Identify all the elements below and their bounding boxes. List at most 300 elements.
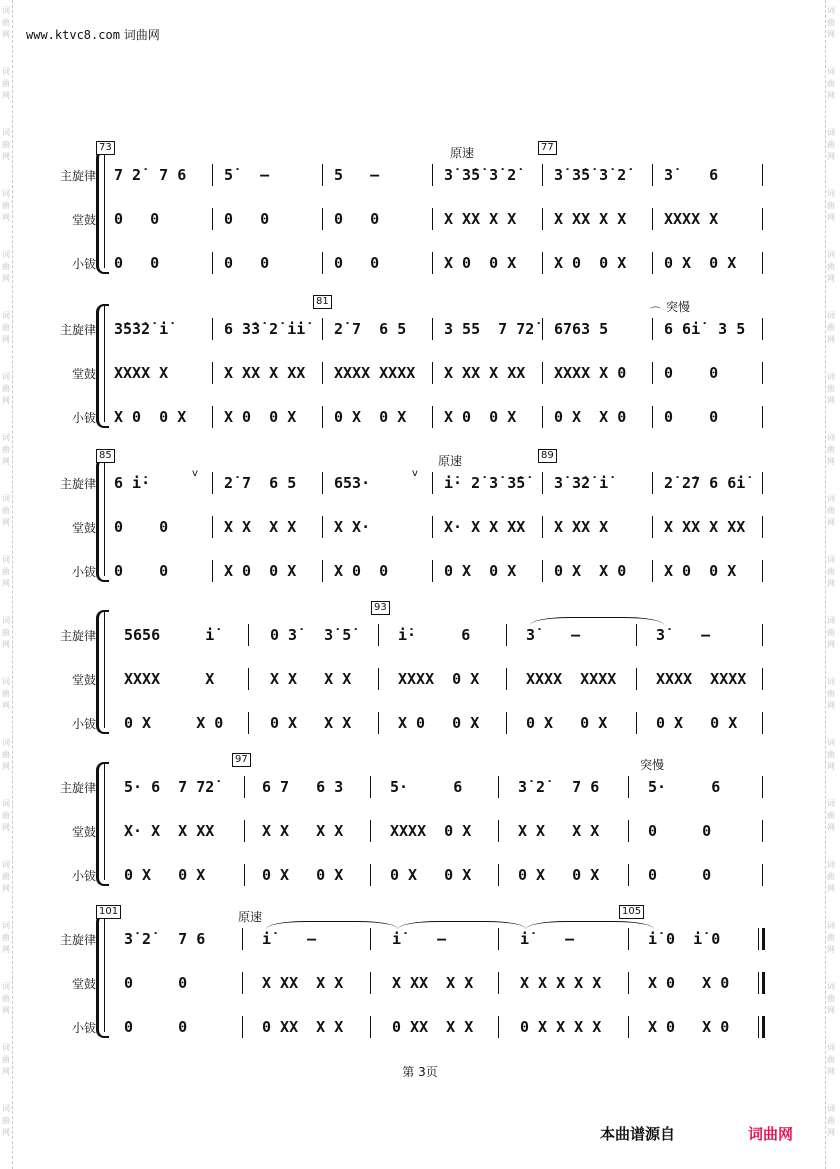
barline xyxy=(542,252,543,274)
part-label-melody: 主旋律 xyxy=(59,477,96,491)
staff-brace-line xyxy=(104,764,105,880)
barline xyxy=(432,516,433,538)
cymbal-measure: X 0 0 X xyxy=(224,562,297,580)
barline xyxy=(652,516,653,538)
barline xyxy=(370,972,371,994)
part-label-cymbal: 小钹 xyxy=(71,717,96,731)
part-label-cymbal: 小钹 xyxy=(71,411,96,425)
watermark-char: 曲 xyxy=(827,506,835,515)
final-barline-thick xyxy=(762,1016,765,1038)
watermark-char: 词 xyxy=(827,982,835,991)
watermark-char: 词 xyxy=(2,799,10,808)
barline xyxy=(378,712,379,734)
watermark-char: 曲 xyxy=(827,445,835,454)
watermark-char: 曲 xyxy=(827,384,835,393)
measure-number: 93 xyxy=(371,601,390,615)
drum-measure: 0 0 xyxy=(334,210,380,228)
cymbal-measure: 0 0 xyxy=(648,866,712,884)
watermark-char: 词 xyxy=(2,67,10,76)
barline xyxy=(322,516,323,538)
melody-measure: 3̇ 3̇5̇ 3̇ 2̇ xyxy=(554,166,627,184)
watermark-char: 词 xyxy=(827,860,835,869)
barline xyxy=(542,208,543,230)
watermark-char: 曲 xyxy=(2,933,10,942)
watermark-char: 网 xyxy=(827,396,835,405)
site-url: www.ktvc8.com xyxy=(26,28,120,42)
watermark-char: 网 xyxy=(2,91,10,100)
barline xyxy=(432,560,433,582)
barline xyxy=(248,668,249,690)
barline xyxy=(322,252,323,274)
staff-brace-line xyxy=(104,916,105,1032)
barline xyxy=(762,560,763,582)
drum-measure: XXXX XXXX xyxy=(526,670,617,688)
melody-measure: 0 3̇ 3̇ 5̇ xyxy=(270,626,352,644)
barline xyxy=(652,362,653,384)
barline xyxy=(762,624,763,646)
drum-measure: X X X X xyxy=(518,822,600,840)
barline xyxy=(432,208,433,230)
cymbal-measure: X 0 0 X xyxy=(224,408,297,426)
watermark-char: 网 xyxy=(827,579,835,588)
barline xyxy=(322,318,323,340)
watermark-char: 词 xyxy=(827,1104,835,1113)
watermark-char: 网 xyxy=(827,518,835,527)
drum-measure: X· X X XX xyxy=(444,518,526,536)
watermark-char: 曲 xyxy=(827,18,835,27)
watermark-char: 曲 xyxy=(827,1116,835,1125)
barline xyxy=(762,776,763,798)
barline xyxy=(498,972,499,994)
cymbal-measure: 0 0 xyxy=(114,562,169,580)
melody-measure: 3̇ 2̇ 7 6 xyxy=(518,778,600,796)
watermark-char: 词 xyxy=(827,1043,835,1052)
barline xyxy=(432,362,433,384)
measure-number: 85 xyxy=(96,449,115,463)
watermark-char: 网 xyxy=(2,518,10,527)
site-name: 词曲网 xyxy=(123,28,160,42)
watermark-char: 网 xyxy=(827,762,835,771)
measure-number: 81 xyxy=(313,295,332,309)
drum-measure: 0 0 xyxy=(664,364,719,382)
watermark-char: 词 xyxy=(2,738,10,747)
barline xyxy=(370,864,371,886)
melody-measure: 7 2̇ 7 6 xyxy=(114,166,187,184)
tempo-marking: 原速 xyxy=(238,910,263,924)
melody-measure: 3̇ – xyxy=(656,626,711,644)
cymbal-measure: 0 X 0 X xyxy=(444,562,517,580)
watermark-char: 词 xyxy=(827,616,835,625)
barline xyxy=(322,560,323,582)
melody-measure: i̇ 0 i̇ 0 xyxy=(648,930,721,948)
watermark-char: 网 xyxy=(2,579,10,588)
watermark-char: 词 xyxy=(827,555,835,564)
watermark-char: 词 xyxy=(2,860,10,869)
watermark-char: 网 xyxy=(827,30,835,39)
melody-measure: 3̇ 6 xyxy=(664,166,719,184)
cymbal-measure: 0 X 0 X xyxy=(518,866,600,884)
watermark-char: 词 xyxy=(827,372,835,381)
tie-slur xyxy=(526,921,654,930)
barline xyxy=(212,208,213,230)
barline xyxy=(498,1016,499,1038)
barline xyxy=(432,164,433,186)
barline xyxy=(542,560,543,582)
barline xyxy=(762,820,763,842)
barline xyxy=(248,712,249,734)
barline xyxy=(322,208,323,230)
drum-measure: X X X X xyxy=(224,518,297,536)
melody-measure: 5· 6 xyxy=(390,778,463,796)
melody-measure: 2̇ 7 6 5 xyxy=(224,474,297,492)
barline xyxy=(542,406,543,428)
page-number: 第 3页 xyxy=(402,1065,438,1079)
barline xyxy=(762,516,763,538)
melody-measure: 3̇ 3̇2̇ i̇ xyxy=(554,474,609,492)
barline xyxy=(652,164,653,186)
drum-measure: X X· xyxy=(334,518,371,536)
watermark-char: 曲 xyxy=(827,811,835,820)
cymbal-measure: 0 X 0 X xyxy=(390,866,472,884)
melody-measure: 2̇ 2̇7 6 6i̇ xyxy=(664,474,746,492)
barline xyxy=(242,928,243,950)
melody-measure: 5656 i̇ xyxy=(124,626,215,644)
watermark-char: 网 xyxy=(827,1006,835,1015)
barline xyxy=(322,362,323,384)
drum-measure: X XX X XX xyxy=(224,364,306,382)
drum-measure: X 0 X 0 xyxy=(648,974,730,992)
tie-slur xyxy=(266,921,398,930)
barline xyxy=(636,624,637,646)
melody-measure: 3̇5̇3̇2̇ i̇ xyxy=(114,320,169,338)
watermark-char: 曲 xyxy=(2,811,10,820)
cymbal-measure: 0 X 0 X xyxy=(262,866,344,884)
staff-brace xyxy=(96,762,109,886)
drum-measure: 0 0 xyxy=(648,822,712,840)
breath-mark: v xyxy=(412,468,418,479)
watermark-char: 词 xyxy=(2,433,10,442)
watermark-char: 曲 xyxy=(827,140,835,149)
watermark-char: 网 xyxy=(2,701,10,710)
cymbal-measure: X 0 0 X xyxy=(398,714,480,732)
watermark-char: 网 xyxy=(2,762,10,771)
watermark-char: 网 xyxy=(827,335,835,344)
final-barline-thin xyxy=(758,972,759,994)
final-barline-thin xyxy=(758,1016,759,1038)
part-label-drum: 堂鼓 xyxy=(71,977,96,991)
drum-measure: XXXX XXXX xyxy=(656,670,747,688)
melody-measure: 6 i̇· xyxy=(114,474,151,492)
part-label-drum: 堂鼓 xyxy=(71,825,96,839)
barline xyxy=(378,624,379,646)
barline xyxy=(244,864,245,886)
barline xyxy=(628,972,629,994)
part-label-drum: 堂鼓 xyxy=(71,213,96,227)
drum-measure: X XX X XX xyxy=(664,518,746,536)
part-label-cymbal: 小钹 xyxy=(71,1021,96,1035)
watermark-char: 曲 xyxy=(2,506,10,515)
watermark-char: 曲 xyxy=(827,689,835,698)
barline xyxy=(628,820,629,842)
watermark-char: 网 xyxy=(2,640,10,649)
watermark-char: 词 xyxy=(827,6,835,15)
watermark-char: 曲 xyxy=(2,689,10,698)
drum-measure: X XX X xyxy=(554,518,609,536)
melody-measure: 5 – xyxy=(334,166,380,184)
barline xyxy=(652,560,653,582)
watermark-char: 词 xyxy=(827,677,835,686)
melody-measure: 6 3̇3̇ 2̇ i̇i̇ xyxy=(224,320,306,338)
barline xyxy=(542,516,543,538)
watermark-char: 词 xyxy=(2,311,10,320)
barline xyxy=(244,776,245,798)
cymbal-measure: 0 XX X X xyxy=(262,1018,344,1036)
watermark-char: 曲 xyxy=(2,872,10,881)
part-label-melody: 主旋律 xyxy=(59,781,96,795)
barline xyxy=(378,668,379,690)
melody-measure: i̇· 6 xyxy=(398,626,471,644)
part-label-cymbal: 小钹 xyxy=(71,869,96,883)
part-label-drum: 堂鼓 xyxy=(71,673,96,687)
drum-measure: X XX X XX xyxy=(444,364,526,382)
staff-brace xyxy=(96,304,109,428)
drum-measure: 0 0 xyxy=(114,210,160,228)
measure-number: 89 xyxy=(538,449,557,463)
barline xyxy=(542,472,543,494)
measure-number: 97 xyxy=(232,753,251,767)
barline xyxy=(506,712,507,734)
cymbal-measure: 0 0 xyxy=(124,1018,188,1036)
drum-measure: 0 0 xyxy=(224,210,270,228)
melody-measure: i̇ – xyxy=(392,930,447,948)
watermark-char: 曲 xyxy=(827,750,835,759)
barline xyxy=(432,472,433,494)
watermark-char: 曲 xyxy=(827,933,835,942)
cymbal-measure: 0 X 0 X xyxy=(526,714,608,732)
barline xyxy=(370,928,371,950)
staff-brace xyxy=(96,150,109,274)
melody-measure: i̇ – xyxy=(262,930,317,948)
barline xyxy=(498,820,499,842)
melody-measure: 6 6i̇ 3 5 xyxy=(664,320,746,338)
tempo-marking: 突慢 xyxy=(666,300,691,314)
watermark-char: 词 xyxy=(827,799,835,808)
barline xyxy=(762,164,763,186)
staff-brace-line xyxy=(104,152,105,268)
measure-number: 77 xyxy=(538,141,557,155)
watermark-char: 网 xyxy=(2,1067,10,1076)
barline xyxy=(498,928,499,950)
barline xyxy=(628,928,629,950)
barline xyxy=(498,776,499,798)
fermata-icon: ⌒ xyxy=(650,306,661,319)
barline xyxy=(432,406,433,428)
watermark-char: 曲 xyxy=(827,262,835,271)
watermark-char: 词 xyxy=(2,616,10,625)
barline xyxy=(370,1016,371,1038)
cymbal-measure: 0 0 xyxy=(664,408,719,426)
watermark-char: 词 xyxy=(827,128,835,137)
barline xyxy=(248,624,249,646)
watermark-char: 词 xyxy=(2,128,10,137)
tie-slur xyxy=(398,921,526,930)
barline xyxy=(636,668,637,690)
barline xyxy=(244,820,245,842)
part-label-melody: 主旋律 xyxy=(59,169,96,183)
barline xyxy=(212,560,213,582)
barline xyxy=(432,252,433,274)
melody-measure: 5· 6 7 72̇ xyxy=(124,778,215,796)
watermark-char: 词 xyxy=(2,982,10,991)
tempo-marking: 原速 xyxy=(450,146,475,160)
watermark-char: 词 xyxy=(2,494,10,503)
watermark-char: 词 xyxy=(2,555,10,564)
part-label-melody: 主旋律 xyxy=(59,323,96,337)
melody-measure: i̇· 2̇ 3̇ 3̇5̇ xyxy=(444,474,526,492)
watermark-char: 网 xyxy=(827,823,835,832)
cymbal-measure: 0 XX X X xyxy=(392,1018,474,1036)
barline xyxy=(762,712,763,734)
drum-measure: XXXX X xyxy=(114,364,169,382)
cymbal-measure: 0 X X X X xyxy=(520,1018,602,1036)
drum-measure: XXXX X xyxy=(124,670,215,688)
watermark-char: 曲 xyxy=(827,1055,835,1064)
cymbal-measure: 0 X 0 X xyxy=(664,254,737,272)
drum-measure: XXXX 0 X xyxy=(398,670,480,688)
barline xyxy=(652,318,653,340)
watermark-char: 曲 xyxy=(827,872,835,881)
drum-measure: XXXX XXXX xyxy=(334,364,416,382)
watermark-char: 网 xyxy=(827,274,835,283)
watermark-char: 曲 xyxy=(2,201,10,210)
measure-number: 101 xyxy=(96,905,121,919)
barline xyxy=(506,668,507,690)
cymbal-measure: 0 X X X xyxy=(270,714,352,732)
watermark-char: 网 xyxy=(2,823,10,832)
watermark-char: 词 xyxy=(827,494,835,503)
watermark-char: 词 xyxy=(2,372,10,381)
final-barline-thick xyxy=(762,972,765,994)
staff-brace xyxy=(96,914,109,1038)
barline xyxy=(322,472,323,494)
watermark-char: 网 xyxy=(2,30,10,39)
tie-slur xyxy=(530,617,664,626)
cymbal-measure: 0 0 xyxy=(334,254,380,272)
watermark-char: 词 xyxy=(827,311,835,320)
watermark-char: 曲 xyxy=(2,567,10,576)
source-text: 本曲谱源自 xyxy=(600,1125,676,1143)
staff-brace-line xyxy=(104,460,105,576)
watermark-char: 曲 xyxy=(2,140,10,149)
drum-measure: X XX X X xyxy=(554,210,627,228)
watermark-char: 词 xyxy=(2,677,10,686)
part-label-melody: 主旋律 xyxy=(59,629,96,643)
barline xyxy=(762,864,763,886)
watermark-char: 词 xyxy=(2,6,10,15)
barline xyxy=(242,1016,243,1038)
barline xyxy=(628,1016,629,1038)
page-header xyxy=(26,26,160,43)
drum-measure: X XX X X xyxy=(444,210,517,228)
watermark-char: 曲 xyxy=(827,628,835,637)
melody-measure: 5̇ – xyxy=(224,166,270,184)
barline xyxy=(762,406,763,428)
barline xyxy=(242,972,243,994)
part-label-melody: 主旋律 xyxy=(59,933,96,947)
melody-measure: 6763 5 xyxy=(554,320,609,338)
watermark-char: 曲 xyxy=(827,323,835,332)
watermark-char: 网 xyxy=(827,213,835,222)
brand-logo-text: 词曲网 xyxy=(748,1125,794,1143)
watermark-char: 曲 xyxy=(2,994,10,1003)
barline xyxy=(636,712,637,734)
barline xyxy=(212,318,213,340)
cymbal-measure: 0 X 0 X xyxy=(124,866,206,884)
melody-measure: 3 55 7 72̇ xyxy=(444,320,535,338)
watermark-char: 网 xyxy=(827,91,835,100)
watermark-char: 曲 xyxy=(827,994,835,1003)
watermark-char: 网 xyxy=(2,396,10,405)
watermark-char: 曲 xyxy=(827,567,835,576)
watermark-char: 网 xyxy=(2,213,10,222)
watermark-char: 网 xyxy=(2,274,10,283)
watermark-char: 网 xyxy=(827,640,835,649)
staff-brace-line xyxy=(104,306,105,422)
watermark-char: 曲 xyxy=(827,201,835,210)
cymbal-measure: 0 0 xyxy=(224,254,270,272)
watermark-char: 网 xyxy=(2,1006,10,1015)
barline xyxy=(762,318,763,340)
barline xyxy=(212,472,213,494)
drum-measure: X· X X XX xyxy=(124,822,215,840)
barline xyxy=(652,252,653,274)
tempo-marking: 突慢 xyxy=(640,758,665,772)
cymbal-measure: X 0 0 X xyxy=(444,254,517,272)
watermark-char: 曲 xyxy=(2,445,10,454)
watermark-char: 词 xyxy=(2,1043,10,1052)
melody-measure: i̇ – xyxy=(520,930,575,948)
measure-number: 105 xyxy=(619,905,644,919)
watermark-char: 词 xyxy=(827,189,835,198)
watermark-char: 曲 xyxy=(2,1055,10,1064)
cymbal-measure: 0 X 0 X xyxy=(334,408,407,426)
part-label-drum: 堂鼓 xyxy=(71,521,96,535)
barline xyxy=(542,362,543,384)
watermark-char: 词 xyxy=(2,250,10,259)
barline xyxy=(542,164,543,186)
drum-measure: XXXX 0 X xyxy=(390,822,472,840)
watermark-char: 词 xyxy=(2,1104,10,1113)
drum-measure: XXXX X 0 xyxy=(554,364,627,382)
part-label-drum: 堂鼓 xyxy=(71,367,96,381)
watermark-char: 网 xyxy=(827,701,835,710)
watermark-char: 网 xyxy=(827,945,835,954)
watermark-char: 网 xyxy=(827,457,835,466)
cymbal-measure: X 0 0 X xyxy=(554,254,627,272)
cymbal-measure: 0 X X 0 xyxy=(124,714,224,732)
melody-measure: 6 7 6 3 xyxy=(262,778,344,796)
watermark-char: 曲 xyxy=(2,18,10,27)
final-barline-thick xyxy=(762,928,765,950)
watermark-char: 曲 xyxy=(2,262,10,271)
drum-measure: 0 0 xyxy=(124,974,188,992)
melody-measure: 653· xyxy=(334,474,371,492)
barline xyxy=(212,516,213,538)
watermark-char: 网 xyxy=(2,335,10,344)
barline xyxy=(370,776,371,798)
cymbal-measure: X 0 0 xyxy=(334,562,389,580)
cymbal-measure: 0 X X 0 xyxy=(554,562,627,580)
